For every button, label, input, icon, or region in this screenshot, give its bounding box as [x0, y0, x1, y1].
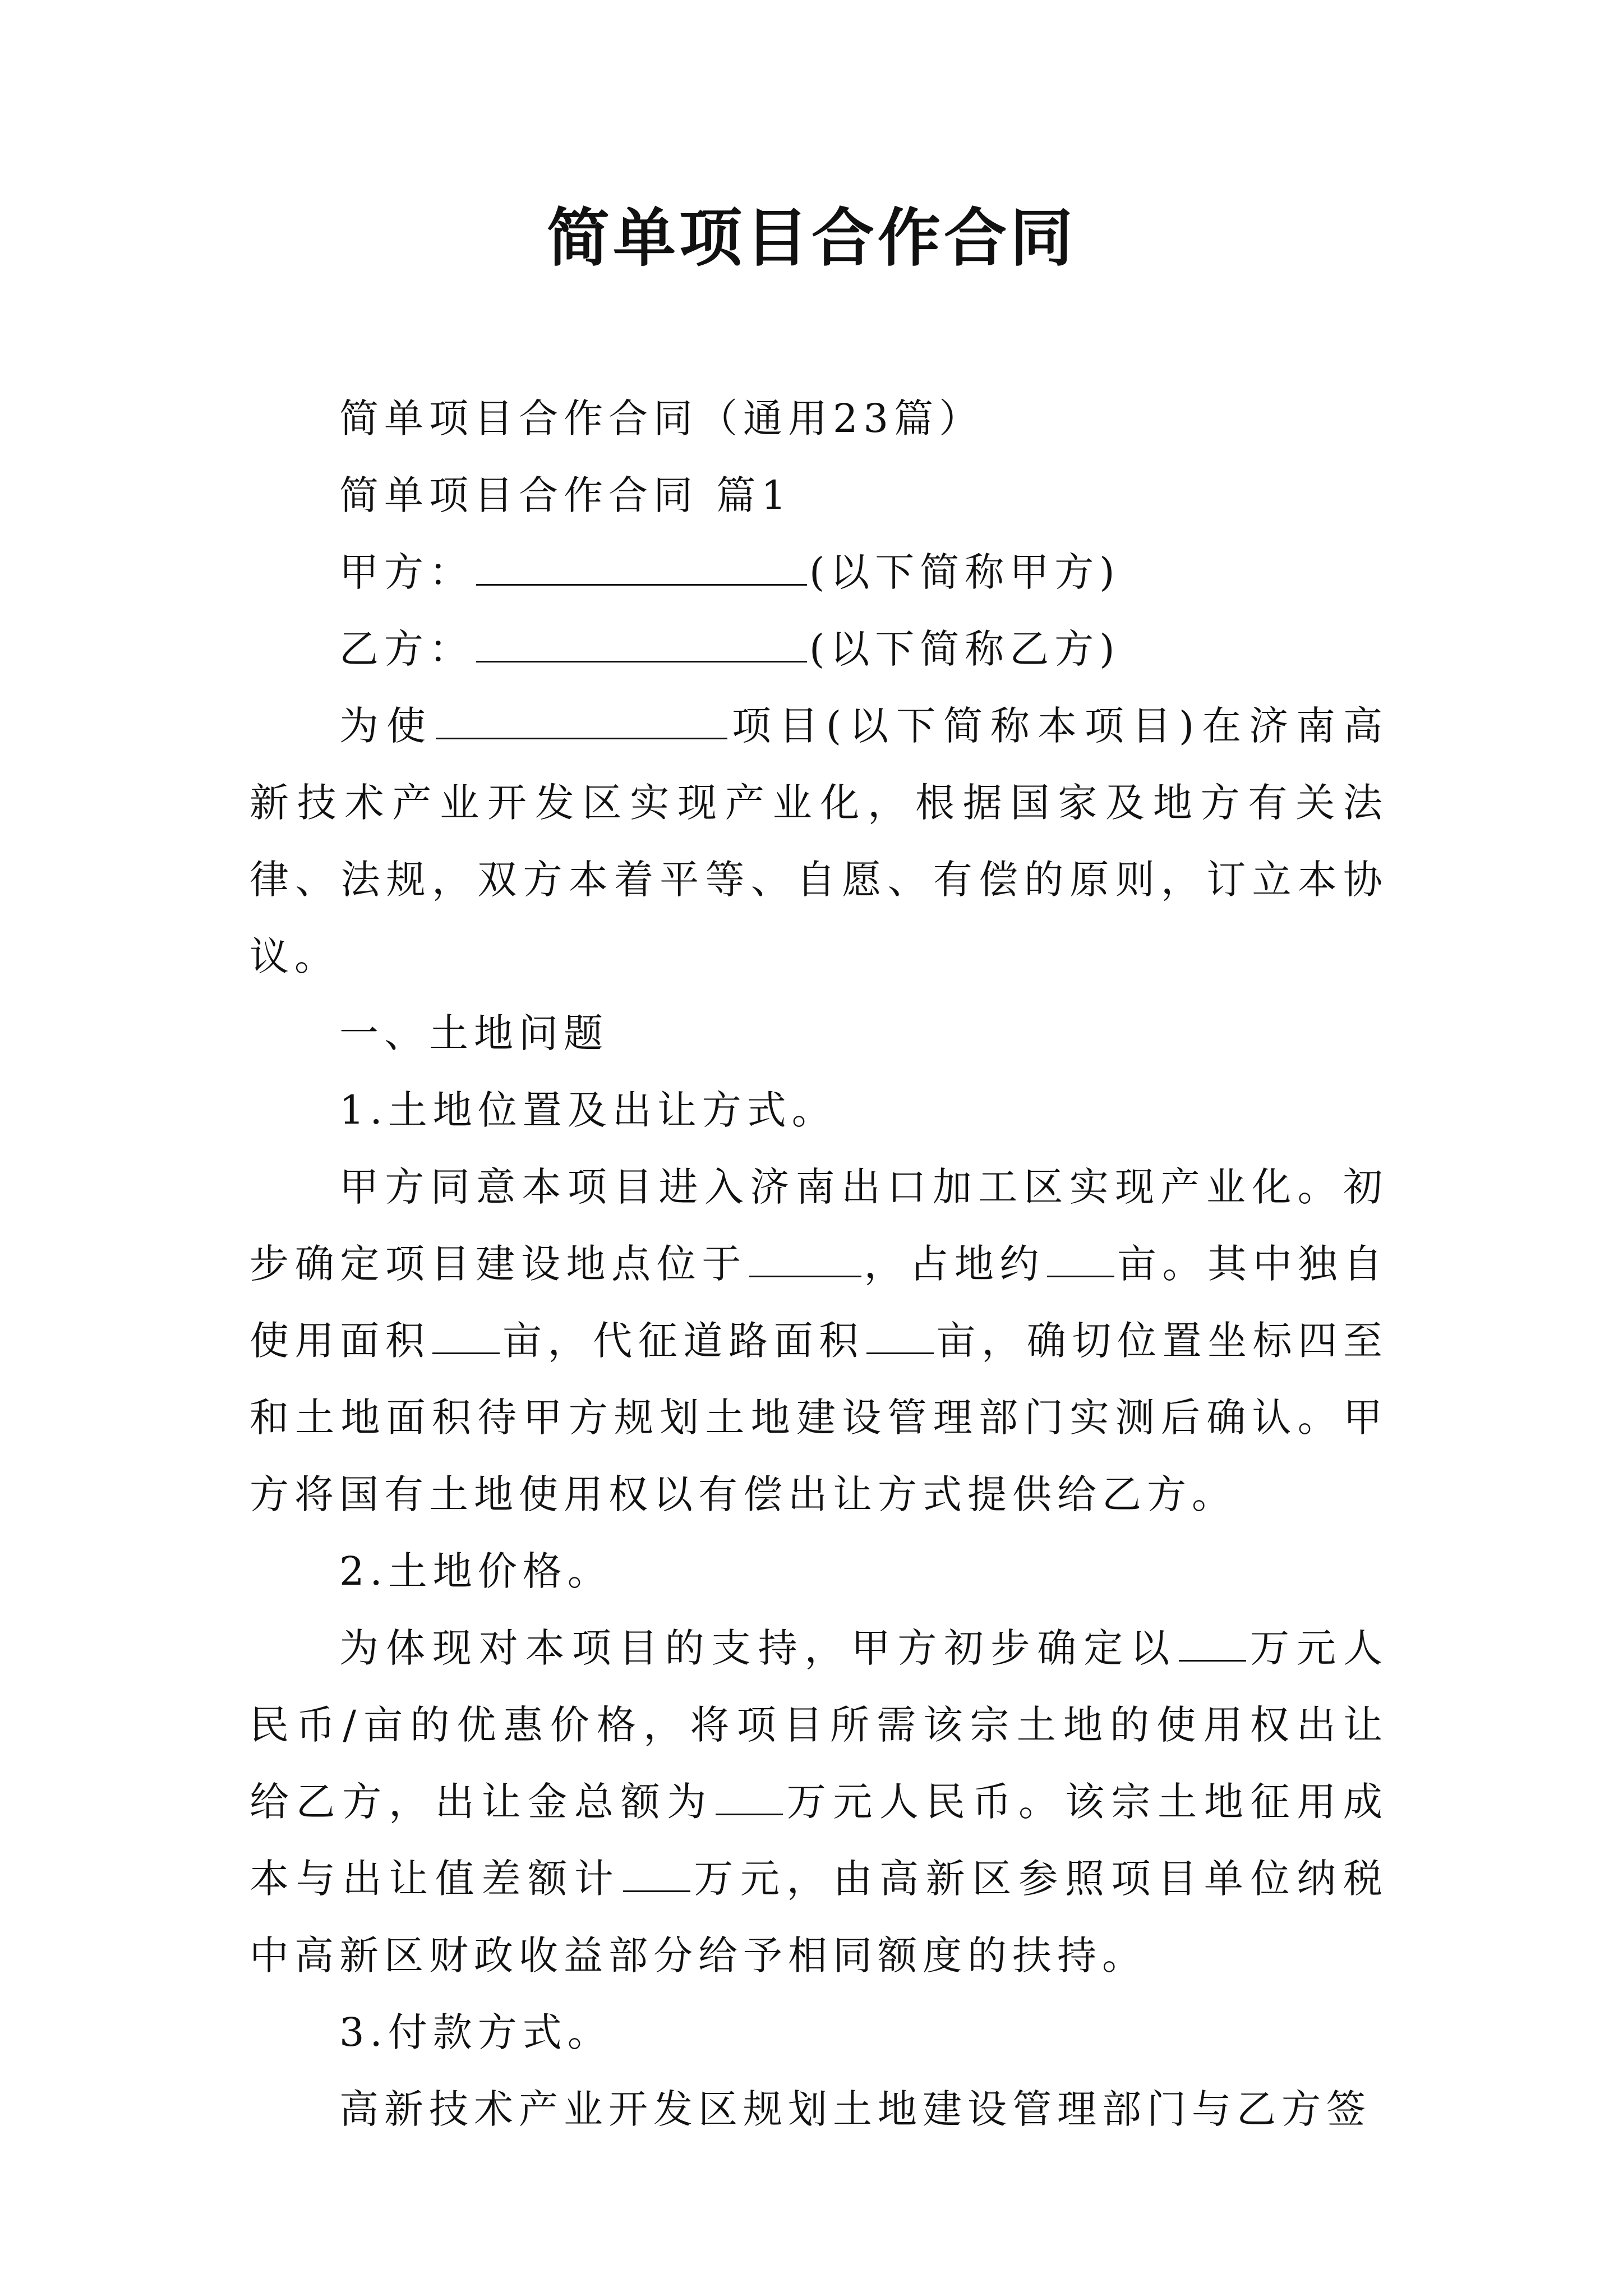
paragraph-text: 1.土地位置及出让方式。 [339, 1087, 837, 1133]
paragraph-p11 [250, 1994, 1388, 2071]
paragraph-p5 [250, 688, 1388, 995]
paragraph-text: 万元，由高新区参照项目单位纳税中高新区财政收益部分给予相同额度的扶持。 [250, 1856, 1389, 1978]
fill-in-blank [476, 549, 807, 586]
paragraph-p8 [250, 1149, 1388, 1533]
fill-in-blank [476, 626, 807, 662]
fill-in-blank [436, 703, 727, 739]
fill-in-blank [432, 1318, 500, 1354]
fill-in-blank [749, 1241, 861, 1277]
paragraph-text: (以下简称乙方) [809, 626, 1121, 672]
paragraph-p2 [250, 457, 1388, 534]
paragraph-p12 [250, 2071, 1388, 2148]
document-title: 简单项目合作合同 [547, 201, 1076, 275]
paragraph-text: 项目(以下简称本项目)在济南高新技术产业开发区实现产业化，根据国家及地方有关法律、法规，双方本着平等、自愿、有偿的原则，订立本协议。 [250, 703, 1389, 979]
paragraph-text: 万元人民币。该宗土地征用成本与出让值差额计 [250, 1779, 1389, 1902]
paragraph-text: 为体现对本项目的支持，甲方初步确定以 [339, 1625, 1177, 1671]
paragraph-p3 [250, 534, 1388, 611]
paragraph-text: 简单项目合作合同 篇1 [339, 472, 792, 518]
paragraph-text: 甲方： [339, 549, 474, 595]
paragraph-text: 高新技术产业开发区规划土地建设管理部门与乙方签 [339, 2086, 1371, 2132]
paragraph-text: (以下简称甲方) [809, 549, 1121, 595]
paragraph-p4 [250, 611, 1388, 688]
paragraph-text: 万元人民币/亩的优惠价格，将项目所需该宗土地的使用权出让给乙方，出让金总额为 [250, 1625, 1389, 1825]
paragraph-text: 甲方同意本项目进入济南出口加工区实现产业化。初步确定项目建设地点位于 [250, 1164, 1388, 1287]
fill-in-blank [1047, 1241, 1114, 1277]
paragraph-text: 一、土地问题 [339, 1010, 608, 1056]
paragraph-text: 2.土地价格。 [339, 1548, 612, 1594]
paragraph-p7 [250, 1072, 1388, 1149]
paragraph-p1 [250, 380, 1388, 457]
paragraph-text: 亩，代征道路面积 [502, 1318, 864, 1364]
paragraph-text: ，占地约 [864, 1241, 1045, 1287]
paragraph-text: 简单项目合作合同（通用23篇） [339, 395, 984, 441]
paragraph-text: 亩，确切位置坐标四至和土地面积待甲方规划土地建设管理部门实测后确认。甲方将国有土地使用权以有偿出让方式提供给乙方。 [250, 1318, 1389, 1517]
paragraph-text: 3.付款方式。 [339, 2009, 612, 2055]
paragraph-text: 乙方： [339, 626, 474, 672]
paragraph-text: 为使 [339, 703, 434, 749]
fill-in-blank [716, 1779, 783, 1815]
paragraph-p9 [250, 1533, 1388, 1610]
fill-in-blank [1179, 1625, 1246, 1662]
fill-in-blank [623, 1856, 690, 1892]
paragraph-p6 [250, 995, 1388, 1072]
paragraph-text: 亩。其中独自使用面积 [250, 1241, 1389, 1364]
document-body [250, 380, 1388, 2148]
paragraph-p10 [250, 1610, 1388, 1994]
fill-in-blank [866, 1318, 934, 1354]
